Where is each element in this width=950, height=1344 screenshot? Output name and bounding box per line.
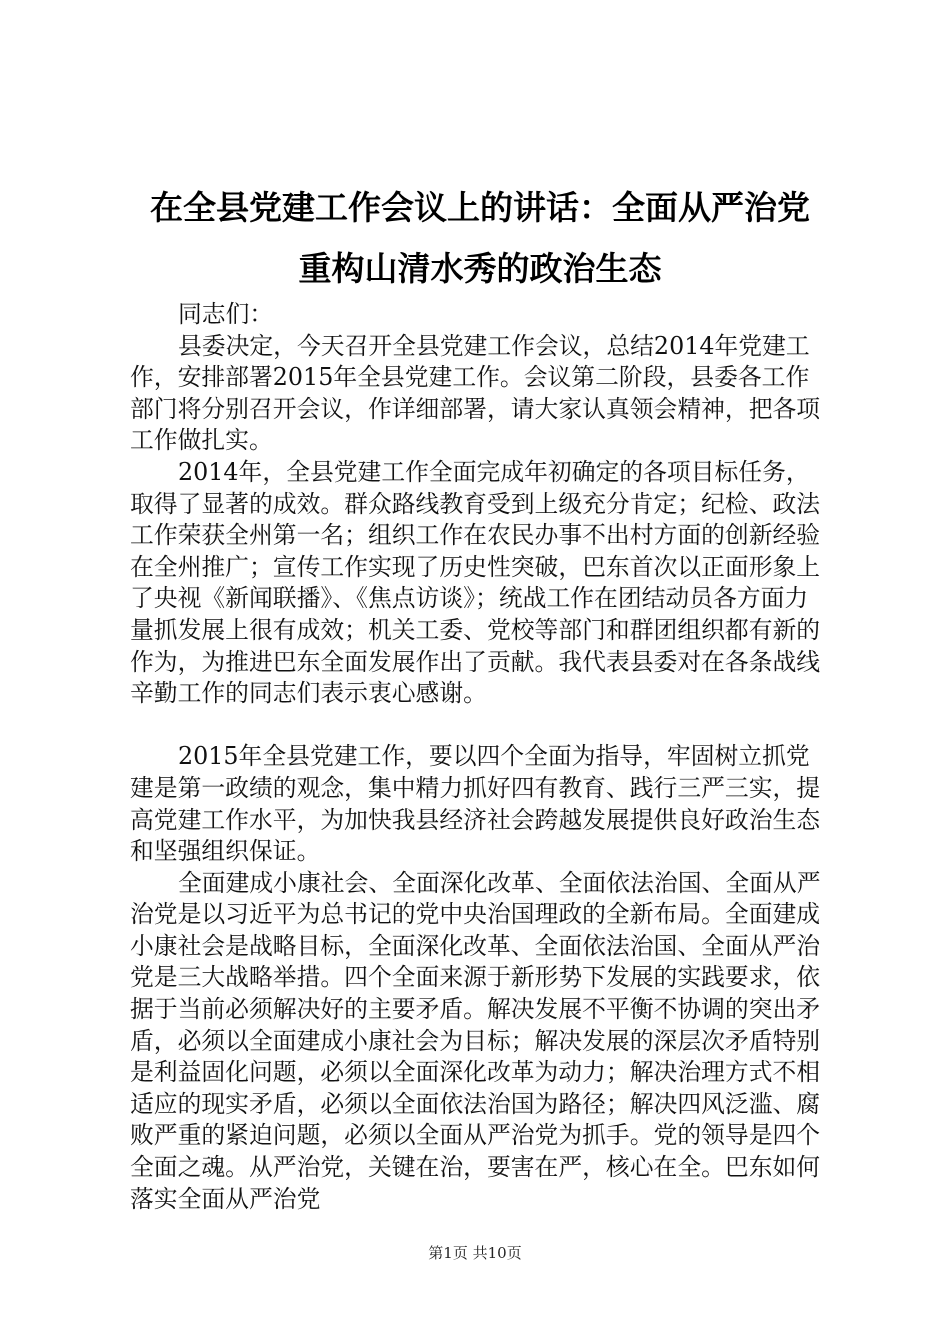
paragraph-4: 全面建成小康社会、全面深化改革、全面依法治国、全面从严治党是以习近平为总书记的党中央治国理政的全新布局。全面建成小康社会是战略目标，全面深化改革、全面依法治国、全面从严治党是三大战略举措。四个全面来源于新形势下发展的实践要求，依据于当前必须解决好的主要矛盾。解决发展不平衡不协调的突出矛盾，必须以全面建成小康社会为目标；解决发展的深层次矛盾特别是利益固化问题，必须以全面深化改革为动力；解决治理方式不相适应的现实矛盾，必须以全面依法治国为路径；解决四风泛滥、腐败严重的紧迫问题，必须以全面从严治党为抓手。党的领导是四个全面之魂。从严治党，关键在治，要害在严，核心在全。巴东如何落实全面从严治党	[130, 868, 821, 1213]
document-title-line-2: 重构山清水秀的政治生态	[298, 249, 662, 288]
paragraph-3: 2015年全县党建工作，要以四个全面为指导，牢固树立抓党建是第一政绩的观念，集中精力抓好四有教育、践行三严三实，提高党建工作水平，为加快我县经济社会跨越发展提供良好政治生态和坚强组织保证。	[130, 742, 821, 866]
paragraph-1: 县委决定，今天召开全县党建工作会议，总结2014年党建工作，安排部署2015年全县党建工作。会议第二阶段，县委各工作部门将分别召开会议，作详细部署，请大家认真领会精神，把各项工作做扎实。	[130, 331, 821, 455]
document-body	[130, 299, 830, 1215]
page-number: 第1页 共10页	[428, 1244, 522, 1262]
paragraph-2: 2014年，全县党建工作全面完成年初确定的各项目标任务，取得了显著的成效。群众路线教育受到上级充分肯定；纪检、政法工作荣获全州第一名；组织工作在农民办事不出村方面的创新经验在全州推广；宣传工作实现了历史性突破，巴东首次以正面形象上了央视《新闻联播》、《焦点访谈》；统战工作在团结动员各方面力量抓发展上很有成效；机关工委、党校等部门和群团组织都有新的作为，为推进巴东全面发展作出了贡献。我代表县委对在各条战线辛勤工作的同志们表示衷心感谢。	[130, 457, 821, 708]
salutation: 同志们：	[178, 300, 274, 328]
paragraph-spacer	[130, 710, 830, 742]
document-title-line-1: 在全县党建工作会议上的讲话：全面从严治党	[150, 188, 810, 227]
